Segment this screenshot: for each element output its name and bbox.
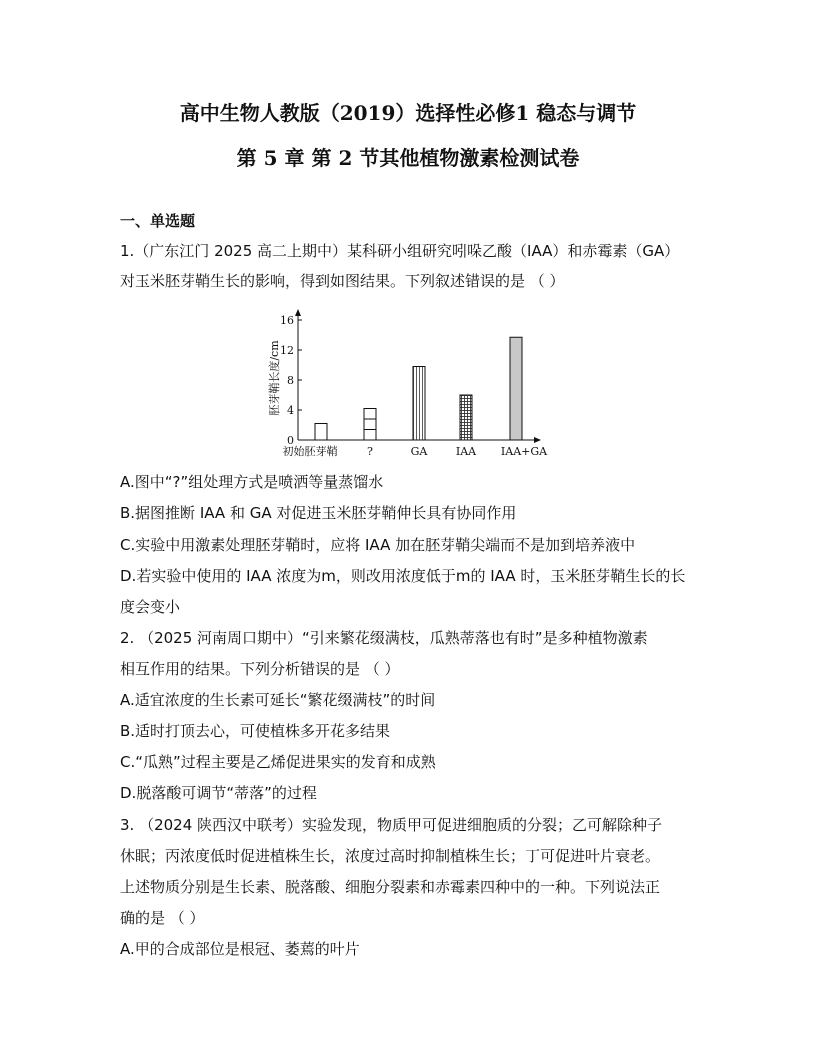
x-axis-arrow [534,437,541,443]
q2-option-d: D.脱落酸可调节“蒂落”的过程 [120,784,317,802]
bar-chart [262,304,562,466]
y-tick-label: 12 [280,344,294,357]
bar [510,337,522,440]
y-tick-label: 0 [287,434,294,447]
bar [364,409,376,441]
document-title: 高中生物人教版（2019）选择性必修1 稳态与调节 [179,101,637,125]
q1-stem-line-1: 1.（广东江门 2025 高二上期中）某科研小组研究吲哚乙酸（IAA）和赤霉素（GA） [120,242,680,260]
q3-stem-line-4: 确的是 （ ） [120,909,205,927]
q1-option-b: B.据图推断 IAA 和 GA 对促进玉米胚芽鞘伸长具有协同作用 [120,504,517,522]
q2-stem-line-2: 相互作用的结果。下列分析错误的是 （ ） [120,660,400,678]
category-label: 初始胚芽鞘 [282,445,338,458]
bar [460,395,472,440]
category-label: IAA [455,445,477,458]
y-tick-label: 16 [280,314,294,327]
bar [413,367,425,441]
q2-option-c: C.“瓜熟”过程主要是乙烯促进果实的发育和成熟 [120,753,436,771]
q1-stem-line-2: 对玉米胚芽鞘生长的影响，得到如图结果。下列叙述错误的是 （ ） [120,272,565,290]
q3-stem-line-2: 休眠；丙浓度低时促进植株生长，浓度过高时抑制植株生长；丁可促进叶片衰老。 [120,847,661,865]
q1-option-d-line-1: D.若实验中使用的 IAA 浓度为m，则改用浓度低于m的 IAA 时，玉米胚芽鞘生长的长 [120,567,686,585]
y-axis-arrow [295,309,301,316]
y-tick-labels [280,314,302,447]
q3-stem-line-3: 上述物质分别是生长素、脱落酸、细胞分裂素和赤霉素四种中的一种。下列说法正 [120,878,661,896]
section-heading: 一、单选题 [120,212,196,230]
y-tick-label: 4 [287,404,294,417]
q2-option-a: A.适宜浓度的生长素可延长“繁花缀满枝”的时间 [120,691,436,709]
document-subtitle: 第 5 章 第 2 节其他植物激素检测试卷 [236,146,580,170]
q1-option-d-line-2: 度会变小 [120,598,181,616]
q2-stem-line-1: 2. （2025 河南周口期中）“引来繁花缀满枝，瓜熟蒂落也有时”是多种植物激素 [120,629,648,647]
category-label: IAA+GA [500,445,548,458]
bars [315,337,522,440]
category-label: GA [410,445,428,458]
y-axis-label: 胚芽鞘长度/cm [268,340,281,416]
q3-stem-line-1: 3. （2024 陕西汉中联考）实验发现，物质甲可促进细胞质的分裂；乙可解除种子 [120,816,663,834]
category-labels [283,444,549,458]
q1-option-a: A.图中“?”组处理方式是喷洒等量蒸馏水 [120,473,384,491]
q2-option-b: B.适时打顶去心，可使植株多开花多结果 [120,722,391,740]
category-label: ? [367,445,373,458]
bar [315,424,327,441]
q1-option-c: C.实验中用激素处理胚芽鞘时，应将 IAA 加在胚芽鞘尖端而不是加到培养液中 [120,536,636,554]
q3-option-a: A.甲的合成部位是根冠、萎蔫的叶片 [120,940,360,958]
y-tick-label: 8 [287,374,294,387]
